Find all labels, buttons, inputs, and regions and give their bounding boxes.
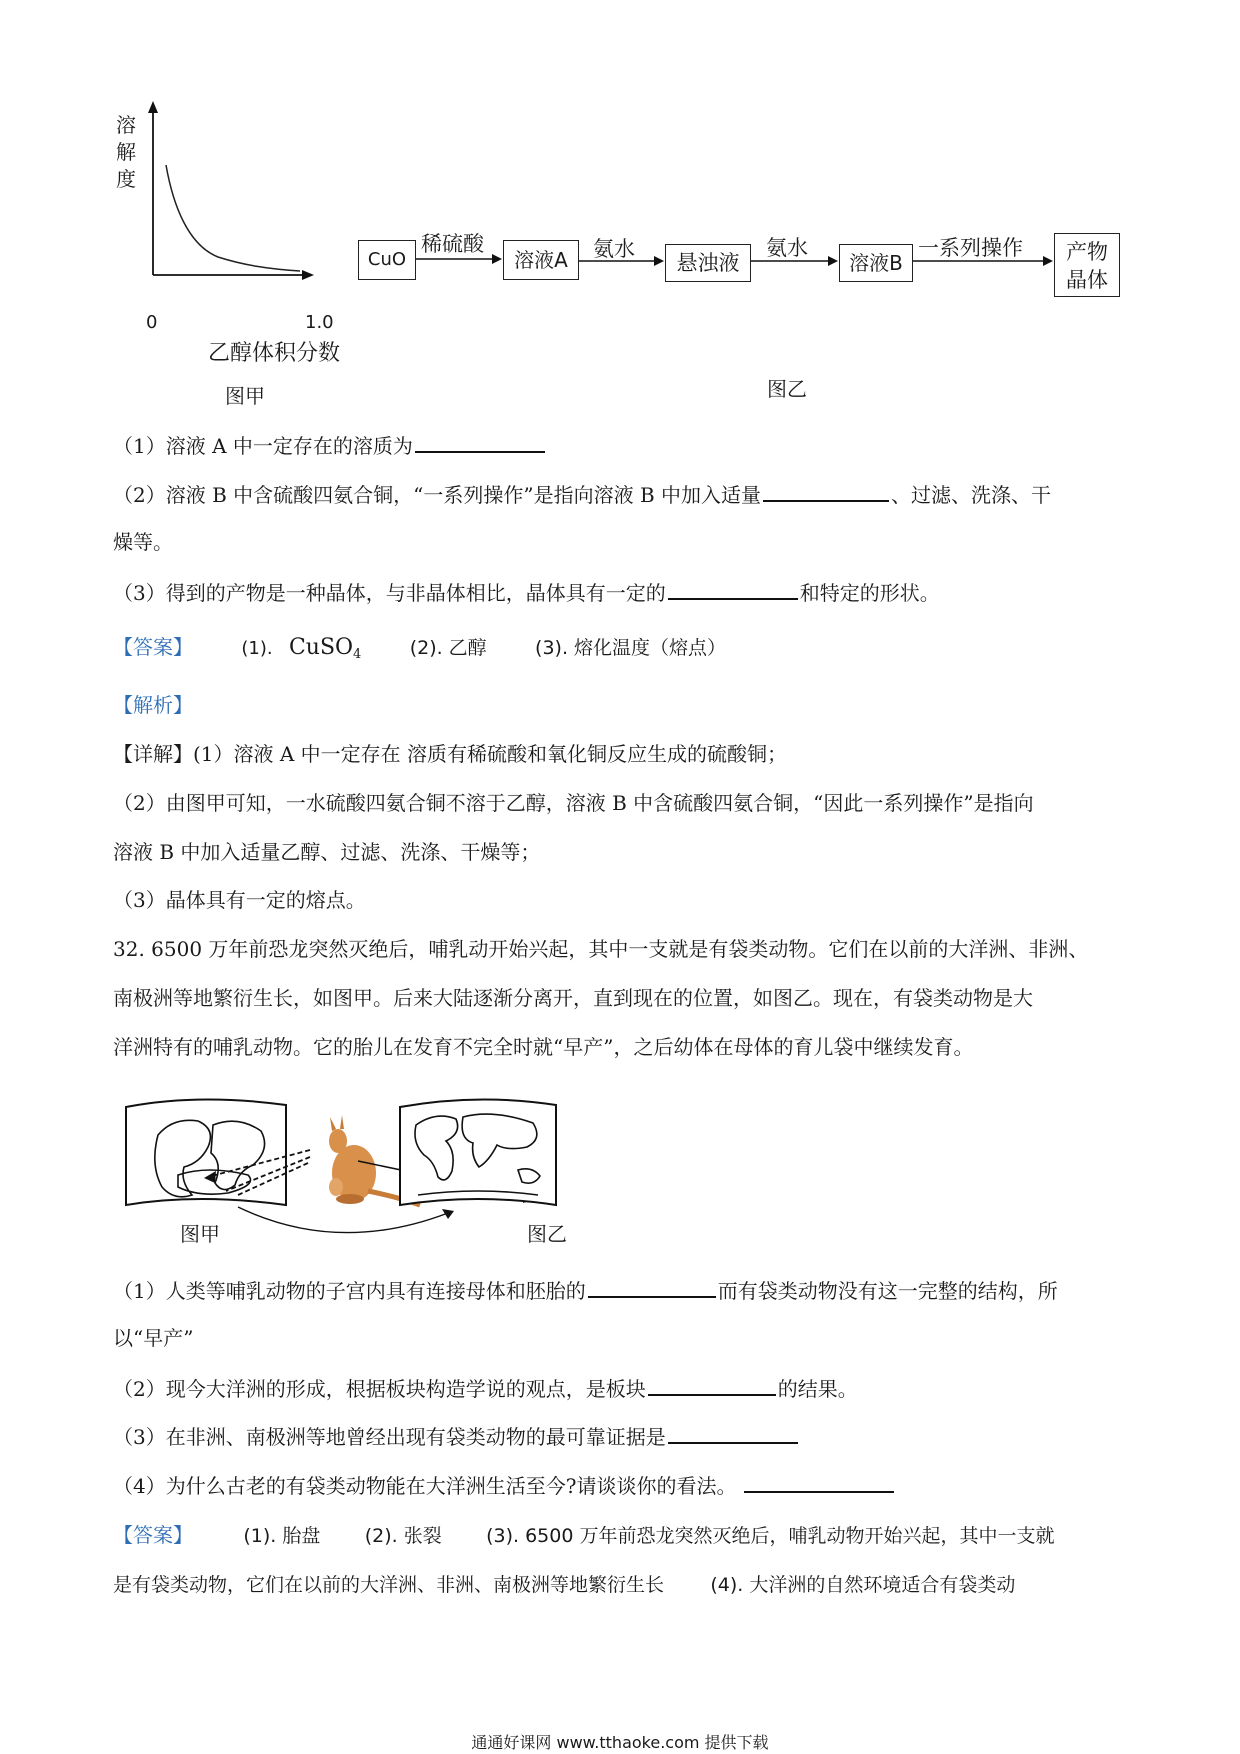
map-right-caption: 图乙 — [527, 1222, 567, 1246]
q31-sub3: （3）得到的产物是一种晶体，与非晶体相比，晶体具有一定的 和特定的形状。 — [113, 578, 940, 607]
figure-yi-caption: 图乙 — [767, 377, 807, 401]
answer-tag-32: 【答案】 — [113, 1523, 193, 1547]
answer-tag: 【答案】 — [113, 635, 193, 659]
figure-jia-caption: 图甲 — [225, 384, 265, 408]
q32-sub3: （3）在非洲、南极洲等地曾经出现有袋类动物的最可靠证据是 — [113, 1422, 800, 1451]
drift-connector-arrow — [238, 1207, 448, 1233]
q32-sub4: （4）为什么古老的有袋类动物能在大洋洲生活至今?请谈谈你的看法。 — [113, 1471, 896, 1500]
q31-blank3[interactable] — [668, 578, 798, 600]
q32-sub2: （2）现今大洋洲的形成，根据板块构造学说的观点，是板块 的结果。 — [113, 1374, 858, 1403]
flow-box-solution-b: 溶液B — [839, 244, 913, 282]
q31-detail-4: （3）晶体具有一定的熔点。 — [113, 888, 366, 912]
flow-arrow-label-2: 氨水 — [593, 237, 635, 261]
q31-detail-2: （2）由图甲可知，一水硫酸四氨合铜不溶于乙醇，溶液 B 中含硫酸四氨合铜，“因此一系列操作”是指向 — [113, 791, 1034, 815]
q31-blank1[interactable] — [415, 431, 545, 453]
flow-arrow-label-1: 稀硫酸 — [421, 232, 484, 256]
flow-box-product: 产物 晶体 — [1054, 233, 1120, 297]
q32-blank2[interactable] — [648, 1374, 776, 1396]
q32-blank1[interactable] — [588, 1276, 716, 1298]
x-axis-label: 乙醇体积分数 — [208, 341, 341, 366]
q32-blank4[interactable] — [744, 1471, 894, 1493]
q31-sub2: （2）溶液 B 中含硫酸四氨合铜，“一系列操作”是指向溶液 B 中加入适量 、过滤、洗涤、干 — [113, 480, 1051, 509]
x-tick-0: 0 — [146, 312, 158, 333]
q32-answer: 【答案】 (1). 胎盘 (2). 张裂 (3). 6500 万年前恐龙突然灭绝后，哺乳动物开始兴起，其中一支就 — [113, 1523, 1055, 1547]
q32-sub1: （1）人类等哺乳动物的子宫内具有连接母体和胚胎的 而有袋类动物没有这一完整的结构，所 — [113, 1276, 1058, 1305]
flow-box-solution-a: 溶液A — [503, 240, 579, 280]
q31-detail-3: 溶液 B 中加入适量乙醇、过滤、洗涤、干燥等； — [113, 840, 541, 864]
y-axis-label: 溶 解 度 — [116, 113, 136, 191]
q31-answer: 【答案】 (1). CuSO$_4$ (2). 乙醇 (3). 熔化温度（熔点） — [113, 635, 727, 662]
q31-blank2[interactable] — [763, 480, 889, 502]
x-tick-1: 1.0 — [305, 312, 334, 333]
flow-box-suspension: 悬浊液 — [665, 244, 751, 282]
analysis-tag: 【解析】 — [113, 693, 193, 717]
flow-arrows — [0, 0, 1240, 320]
flow-box-cuo: CuO — [358, 240, 416, 280]
page-footer: 通通好课网 www.tthaoke.com 提供下载 — [471, 1733, 769, 1752]
q32-para-2: 南极洲等地繁衍生长，如图甲。后来大陆逐渐分离开，直到现在的位置，如图乙。现在，有袋类动物是大 — [113, 986, 1033, 1010]
flow-arrow-label-3: 氨水 — [766, 236, 808, 260]
q31-detail-1: 【详解】(1）溶液 A 中一定存在 溶质有稀硫酸和氧化铜反应生成的硫酸铜； — [113, 742, 788, 766]
map-left-caption: 图甲 — [180, 1222, 220, 1246]
q31-sub2-cont: 燥等。 — [113, 530, 173, 554]
q32-para-1: 32. 6500 万年前恐龙突然灭绝后，哺乳动开始兴起，其中一支就是有袋类动物。它们在以前的大洋洲、非洲、 — [113, 937, 1089, 961]
map-right-frame — [400, 1099, 556, 1205]
q32-sub1-cont: 以“早产” — [113, 1326, 194, 1350]
q32-answer-cont: 是有袋类动物，它们在以前的大洋洲、非洲、南极洲等地繁衍生长 (4). 大洋洲的自然环境适合有袋类动 — [113, 1574, 1016, 1596]
flow-arrow-label-4: 一系列操作 — [918, 236, 1023, 260]
formula-cuso4: CuSO$_4$ — [288, 635, 362, 662]
q31-sub1: （1）溶液 A 中一定存在的溶质为 — [113, 431, 547, 460]
q32-para-3: 洋洲特有的哺乳动物。它的胎儿在发育不完全时就“早产”，之后幼体在母体的育儿袋中继续发育。 — [113, 1035, 974, 1059]
q32-blank3[interactable] — [668, 1422, 798, 1444]
